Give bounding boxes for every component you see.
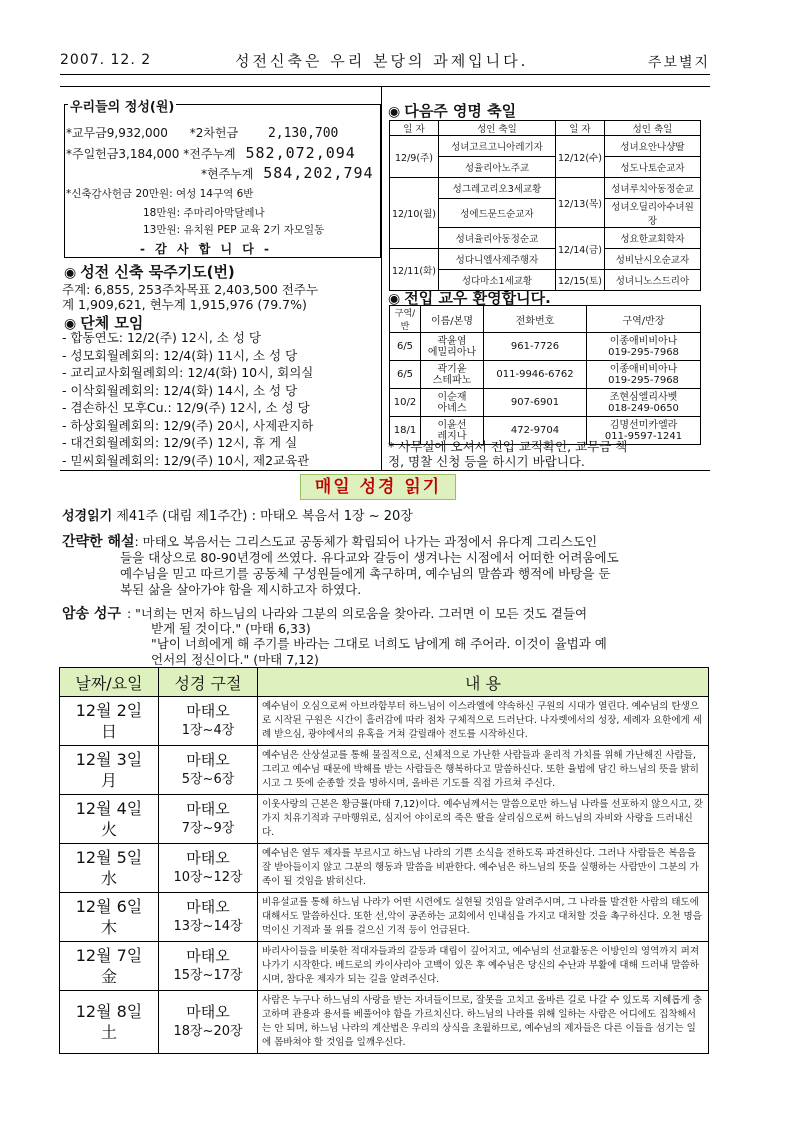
transfer-baptism: 스테파노 [432, 374, 472, 386]
row-content: 바리사이들을 비롯한 적대자들과의 갈등과 대립이 깊어지고, 예수님의 선교활동은 이방인의 영역까지 퍼져 나가기 시작한다. 베드로의 카이사리아 고백이 있은 후 예수님은 당신의 수난과 부활에 대해 드러내 말씀하시며, 참다운 제자가 되는 길을 알려주신다. [258, 942, 709, 991]
day-cell [60, 697, 159, 746]
feast-saint: 성율리아노주교 [438, 157, 555, 178]
meeting-item: - 하상회월례회의: 12/9(주) 20시, 사제관지하 [62, 417, 314, 433]
donation-line-3: 13만원: 유치원 PEP 교육 2기 자모일동 [143, 224, 325, 236]
thanks-text: - 감 사 합 니 다 - [140, 242, 272, 256]
passage-cell [159, 991, 258, 1054]
leader-phone: 011-9597-1241 [604, 430, 683, 442]
row-book: 마태오 [186, 898, 230, 916]
transfer-baptism: 아녜스 [437, 402, 467, 414]
leader-phone: 018-249-0650 [608, 402, 679, 414]
feast-title: 다음주 영명 축일 [404, 102, 517, 120]
reading-label: 성경읽기 [62, 509, 113, 524]
day-cell [60, 844, 159, 893]
transfer-area: 6/5 [390, 361, 421, 389]
feast-date: 12/14(금) [555, 228, 604, 270]
passage-cell [159, 795, 258, 844]
feast-date: 12/13(목) [555, 178, 604, 228]
rosary-title: 성전 신축 묵주기도(번) [80, 263, 235, 281]
leader-phone: 019-295-7968 [608, 374, 679, 386]
transfer-note-1: * 사무실에 오셔서 전입 교적확인, 교무금 책 [388, 439, 628, 454]
leader-name: 이종애비비아나 [609, 363, 678, 375]
table-row [60, 844, 709, 893]
second-collection-amount: 2,130,700 [267, 126, 339, 141]
leader-phone: 019-295-7968 [608, 346, 679, 358]
reading-text: 제41주 (대림 제1주간) : 마태오 복음서 1장 ~ 20장 [116, 509, 413, 524]
row-date: 12월 3일 [75, 750, 143, 769]
summary-label: 간략한 해설 [62, 534, 135, 550]
feast-col-date: 일 자 [555, 121, 604, 136]
row-date: 12월 8일 [75, 1002, 143, 1021]
leader-name: 이종애비비아나 [609, 335, 678, 347]
offering-line-1 [66, 124, 338, 141]
table-row [390, 361, 701, 389]
row-weekday: 水 [100, 869, 117, 888]
row-book: 마태오 [186, 1003, 230, 1021]
section-rule-top [60, 86, 710, 87]
summary-line-2: 들을 대상으로 80-90년경에 쓰였다. 유다교와 갈등이 생겨나는 시점에서 어떠한 어려움에도 [120, 550, 619, 565]
transfer-col-area: 구역/반 [390, 306, 421, 333]
passage-cell [159, 893, 258, 942]
feast-date: 12/11(화) [390, 249, 439, 291]
feast-saint: 성그레고리오3세교황 [438, 178, 555, 199]
row-date: 12월 2일 [75, 701, 143, 720]
transfer-person [421, 361, 484, 389]
document-type: 주보별지 [647, 55, 710, 71]
header-slogan: 성전신축은 우리 본당의 과제입니다. [235, 52, 529, 70]
meetings-title: 단체 모임 [80, 314, 144, 332]
row-date: 12월 5일 [75, 848, 143, 867]
summary-line-3: 예수님을 믿고 따르기를 공동체 구성원들에게 촉구하며, 예수님의 말씀과 행적에 바탕을 둔 [120, 566, 611, 581]
row-content: 사람은 누구나 하느님의 사랑을 받는 자녀들이므로, 잘못을 고치고 올바른 길로 나갈 수 있도록 지혜롭게 충고하며 관용과 용서를 베풀어야 함을 가르치신다. 하느님의 나라를 위해 일하는 사람은 어디에도 집착해서는 안 되며, 하느님 나라의 계산법은 우리의 상식을 초월하므로, 예수님의 제자들은 다른 이들을 섬기는 일에 몸바쳐야 할 것임을 일깨우신다. [258, 991, 709, 1054]
table-row [60, 697, 709, 746]
meeting-item: - 성모회월례회의: 12/4(화) 11시, 소 성 당 [62, 347, 298, 363]
row-weekday: 金 [100, 967, 117, 986]
transfer-name: 이윤선 [437, 419, 467, 431]
transfer-baptism: 레지나 [437, 430, 467, 442]
column-divider [381, 86, 382, 471]
row-date: 12월 4일 [75, 799, 143, 818]
table-row [390, 333, 701, 361]
summary-text: : 마태오 복음서는 그리스도교 공동체가 확립되어 나가는 과정에서 유다계 그리스도인 [134, 534, 598, 549]
feast-col-saint: 성인 축일 [438, 121, 555, 136]
col-content: 내 용 [258, 668, 709, 697]
row-content: 예수님은 열두 제자를 부르시고 하느님 나라의 기쁜 소식을 전하도록 파견하신다. 그러나 사람들은 복음을 잘 받아들이지 않고 그분의 행동과 말씀을 비판한다. 예수님은 하느님의 뜻을 실행하는 사람만이 그분의 가족이 될 것임을 밝히신다. [258, 844, 709, 893]
transfer-area: 10/2 [390, 389, 421, 417]
meeting-item: - 대건회월례회의: 12/9(주) 12시, 휴 게 실 [62, 435, 298, 450]
transfer-area: 18/1 [390, 417, 421, 445]
table-row [60, 746, 709, 795]
row-date: 12월 6일 [75, 897, 143, 916]
feast-date: 12/15(토) [555, 270, 604, 291]
table-row [60, 893, 709, 942]
transfer-name: 곽기윤 [437, 363, 467, 375]
target-icon: ◉ [388, 104, 401, 120]
table-row [60, 795, 709, 844]
row-book: 마태오 [186, 800, 230, 818]
verse-line-4: 언서의 정신이다." (마태 7,12) [151, 652, 319, 667]
page-header [60, 50, 710, 72]
second-collection-label: *2차헌금 [189, 126, 239, 140]
row-weekday: 土 [100, 1023, 117, 1042]
row-book: 마태오 [186, 751, 230, 769]
row-book: 마태오 [186, 947, 230, 965]
meeting-item: - 겸손하신 모후Cu.: 12/9(주) 12시, 소 성 당 [62, 400, 310, 415]
meetings-list [62, 328, 313, 468]
feast-saint: 성녀율리아동정순교 [438, 228, 555, 249]
section-rule-bottom [60, 470, 710, 471]
passage-cell [159, 746, 258, 795]
feast-saint: 성비난시오순교자 [604, 249, 700, 270]
reading-line [62, 505, 413, 524]
feast-saint: 성다마소1세교황 [438, 270, 555, 291]
day-cell [60, 942, 159, 991]
feast-saint: 성에드문드순교자 [438, 199, 555, 228]
day-cell [60, 746, 159, 795]
issue-date: 2007. 12. 2 [60, 52, 152, 68]
row-chapters: 13장~14장 [173, 919, 243, 934]
offering-title: 우리들의 정성(원) [68, 96, 176, 115]
row-content: 예수님은 산상설교를 통해 물질적으로, 신체적으로 가난한 사람들과 윤리적 가치를 위해 가난해진 사람들, 그리고 예수님 때문에 박해를 받는 사람들은 행복하다고 말씀하신다. 또한 율법에 담긴 하느님의 뜻을 밝히시고 그 뜻에 순종할 것을 명하시며, 올바른 기도를 직접 가르쳐 주신다. [258, 746, 709, 795]
transfer-table [389, 305, 701, 445]
row-book: 마태오 [186, 849, 230, 867]
offering-line-2 [66, 144, 356, 162]
transfer-col-name: 이름/본명 [421, 306, 484, 333]
transfer-title: 전입 교우 환영합니다. [404, 289, 551, 307]
feast-saint: 성녀오딜리아수녀원장 [604, 199, 700, 228]
rosary-line-2: 계 1,909,621, 현누계 1,915,976 (79.7%) [62, 297, 307, 312]
row-chapters: 1장~4장 [181, 723, 235, 738]
feast-col-saint: 성인 축일 [604, 121, 700, 136]
day-cell [60, 795, 159, 844]
feast-saint: 성녀루치아동정순교 [604, 178, 700, 199]
passage-cell [159, 844, 258, 893]
transfer-note-2: 정, 명찰 신청 등을 하시기 바랍니다. [388, 454, 585, 469]
verse-line-2: 받게 될 것이다." (마태 6,33) [151, 621, 311, 636]
prev-total-label: *전주누계 [183, 147, 236, 161]
transfer-phone: 961-7726 [484, 333, 587, 361]
feast-saint: 성녀니노스드리아 [604, 270, 700, 291]
col-passage: 성경 구절 [159, 668, 258, 697]
feast-date: 12/10(월) [390, 178, 439, 249]
row-chapters: 15장~17장 [173, 968, 243, 983]
transfer-col-leader: 구역/반장 [587, 306, 701, 333]
feast-saint: 성다니엘사제주행자 [438, 249, 555, 270]
row-weekday: 日 [100, 722, 117, 741]
reading-schedule-table [59, 667, 709, 1054]
row-content: 비유설교를 통해 하느님 나라가 어떤 시련에도 실현될 것임을 알려주시며, 그 나라를 발견한 사람의 태도에 대해서도 말씀하신다. 또한 선,악이 공존하는 교회에서 인내심을 가지고 대처할 것을 촉구하신다. 오천 명을 먹이신 기적과 물 위를 걸으신 기적 등이 언급된다. [258, 893, 709, 942]
meeting-item: - 합동연도: 12/2(주) 12시, 소 성 당 [62, 330, 261, 345]
row-date: 12월 7일 [75, 946, 143, 965]
row-content: 예수님이 오심으로써 아브라함부터 하느님이 이스라엘에 약속하신 구원의 시대가 열린다. 예수님의 탄생으로 시작된 구원은 시간이 흘러감에 따라 점차 구체적으로 드러난다. 나자렛에서의 성장, 세례자 요한에게 세례 받으심, 광야에서의 유혹을 거쳐 갈릴래아 전도를 시작하신다. [258, 697, 709, 746]
donation-line-1: *신축감사헌금 20만원: 여성 14구역 6반 [66, 188, 254, 200]
transfer-leader [587, 389, 701, 417]
current-total-label: *현주누계 [201, 167, 254, 181]
feast-table [389, 120, 701, 291]
transfer-col-phone: 전화번호 [484, 306, 587, 333]
sunday-collection: *주일헌금3,184,000 [66, 147, 180, 161]
tithe-amount: *교무금9,932,000 [66, 126, 168, 140]
rosary-line-1: 주계: 6,855, 253주차목표 2,403,500 전주누 [62, 282, 319, 297]
target-icon: ◉ [64, 265, 77, 281]
feast-col-date: 일 자 [390, 121, 439, 136]
passage-cell [159, 697, 258, 746]
leader-name: 조현심엘리사벳 [609, 391, 678, 403]
table-row [60, 991, 709, 1054]
meeting-item: - 교리교사회월례회의: 12/4(화) 10시, 회의실 [62, 365, 314, 380]
verse-line-1 [62, 603, 587, 623]
transfer-baptism: 에밀리아나 [427, 346, 477, 358]
row-chapters: 5장~6장 [181, 772, 235, 787]
row-weekday: 火 [100, 820, 117, 839]
transfer-person [421, 389, 484, 417]
row-book: 마태오 [186, 702, 230, 720]
summary-line-4: 복된 삶을 살아가야 함을 제시하고자 하였다. [120, 582, 362, 597]
donation-line-2: 18만원: 주마리아막달레나 [143, 207, 265, 219]
rosary-heading [64, 261, 235, 282]
row-chapters: 18장~20장 [173, 1024, 243, 1039]
header-rule [60, 74, 710, 75]
verse-line-3: "남이 너희에게 해 주기를 바라는 그대로 너희도 남에게 해 주어라. 이것이 율법과 예 [151, 636, 607, 651]
transfer-name: 곽윤염 [437, 335, 467, 347]
passage-cell [159, 942, 258, 991]
feast-saint: 성도나토순교자 [604, 157, 700, 178]
row-content: 이웃사랑의 근본은 황금률(마태 7,12)이다. 예수님께서는 말씀으로만 하느님 나라를 선포하지 않으시고, 갖가지 치유기적과 구마행위로, 심지어 야이로의 죽은 딸을 살리심으로써 하느님의 자비와 사랑을 드러내신다. [258, 795, 709, 844]
table-row [60, 942, 709, 991]
row-weekday: 木 [100, 918, 117, 937]
transfer-leader [587, 333, 701, 361]
table-row [390, 389, 701, 417]
transfer-area: 6/5 [390, 333, 421, 361]
feast-date: 12/12(수) [555, 136, 604, 178]
verse-label: 암송 성구 [62, 606, 121, 622]
feast-saint: 성요한교회학자 [604, 228, 700, 249]
col-date: 날짜/요일 [60, 668, 159, 697]
meeting-item: - 이삭회월례회의: 12/4(화) 14시, 소 성 당 [62, 382, 298, 398]
verse-text: : "너희는 먼저 하느님의 나라와 그분의 의로움을 찾아라. 그러면 이 모든 것도 곁들여 [126, 606, 588, 621]
transfer-person [421, 333, 484, 361]
current-total-amount: 584,202,794 [263, 164, 374, 182]
target-icon: ◉ [388, 291, 401, 307]
offering-line-3 [201, 164, 374, 182]
transfer-leader [587, 361, 701, 389]
feast-saint: 성녀요안나샹딸 [604, 136, 700, 157]
transfer-phone: 011-9946-6762 [484, 361, 587, 389]
meeting-item: - 믿씨회월례회의: 12/9(주) 10시, 제2교육관 [62, 452, 310, 468]
feast-heading [388, 100, 516, 121]
day-cell [60, 893, 159, 942]
transfer-name: 이순재 [437, 391, 467, 403]
bible-banner: 매일 성경 읽기 [300, 474, 456, 500]
day-cell [60, 991, 159, 1054]
transfer-phone: 907-6901 [484, 389, 587, 417]
leader-name: 김명선미카엘라 [609, 419, 678, 431]
row-weekday: 月 [100, 771, 117, 790]
feast-date: 12/9(주) [390, 136, 439, 178]
row-chapters: 7장~9장 [181, 821, 235, 836]
row-chapters: 10장~12장 [173, 870, 243, 885]
transfer-phone: 472-9704 [484, 417, 587, 445]
target-icon: ◉ [64, 316, 77, 332]
prev-total-amount: 582,072,094 [245, 144, 356, 162]
feast-saint: 성녀고르고니아레기자 [438, 136, 555, 157]
